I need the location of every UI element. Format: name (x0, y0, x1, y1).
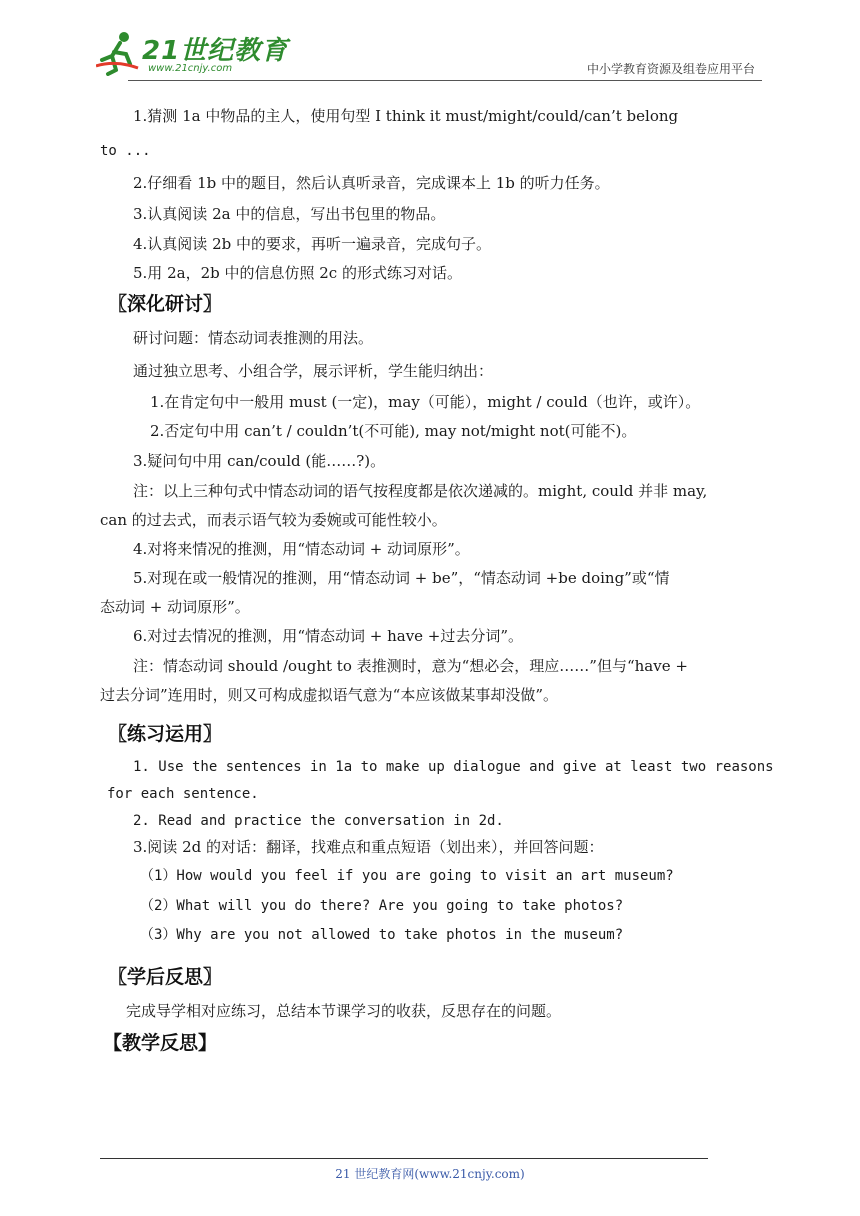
task-1-line2: to ... (100, 143, 151, 159)
deepen-note-1-line2: can 的过去式，而表示语气较为委婉或可能性较小。 (100, 511, 447, 529)
logo-text: 21世纪教育 (142, 36, 289, 66)
deepen-point-2: 2.否定句中用 can’t / couldn’t(不可能), may not/might not(可能不)。 (150, 422, 637, 440)
task-5: 5.用 2a，2b 中的信息仿照 2c 的形式练习对话。 (133, 264, 462, 282)
task-4: 4.认真阅读 2b 中的要求，再听一遍录音，完成句子。 (133, 235, 491, 253)
exercise-1-line1: 1. Use the sentences in 1a to make up dialogue and give at least two reasons (133, 759, 774, 775)
deepen-note-1-line1: 注：以上三种句式中情态动词的语气按程度都是依次递减的。might, could 并非 may, (133, 482, 708, 500)
question-1: （1）How would you feel if you are going to visit an art museum? (140, 868, 674, 884)
deepen-point-5-line2: 态动词 + 动词原形”。 (100, 598, 250, 616)
reflect-heading: 〖学后反思〗 (108, 966, 223, 988)
exercise-3: 3.阅读 2d 的对话：翻译，找难点和重点短语（划出来），并回答问题： (133, 838, 604, 856)
footer-link[interactable]: 21 世纪教育网(www.21cnjy.com) (335, 1167, 525, 1181)
deepen-point-4: 4.对将来情况的推测，用“情态动词 + 动词原形”。 (133, 540, 470, 558)
footer-divider (100, 1158, 708, 1159)
exercise-2: 2. Read and practice the conversation in 2d. (133, 813, 504, 829)
deepen-point-5-line1: 5.对现在或一般情况的推测，用“情态动词 + be”，“情态动词 +be doing”或“情 (133, 569, 670, 587)
reflect-text: 完成导学相对应练习，总结本节课学习的收获，反思存在的问题。 (126, 1002, 562, 1020)
header-divider (128, 80, 762, 81)
task-1-line1: 1.猜测 1a 中物品的主人，使用句型 I think it must/might/could/can’t belong (133, 107, 679, 125)
task-2: 2.仔细看 1b 中的题目，然后认真听录音，完成课本上 1b 的听力任务。 (133, 174, 610, 192)
deepen-point-1: 1.在肯定句中一般用 must (一定)，may（可能），might / could（也许，或许）。 (150, 393, 701, 411)
site-logo[interactable] (96, 30, 289, 80)
page-header (0, 0, 860, 90)
deepen-point-3: 3.疑问句中用 can/could (能……?)。 (133, 452, 386, 470)
exercise-1-line2: for each sentence. (107, 786, 259, 802)
task-3: 3.认真阅读 2a 中的信息，写出书包里的物品。 (133, 205, 446, 223)
deepen-note-2-line2: 过去分词”连用时，则又可构成虚拟语气意为“本应该做某事却没做”。 (100, 686, 559, 704)
deepen-point-6: 6.对过去情况的推测，用“情态动词 + have +过去分词”。 (133, 627, 524, 645)
deepen-heading: 〖深化研讨〗 (108, 293, 223, 315)
runner-icon (96, 30, 140, 76)
deepen-note-2-line1: 注：情态动词 should /ought to 表推测时，意为“想必会，理应……”但与“have + (133, 657, 688, 675)
question-2: （2）What will you do there? Are you going to take photos? (140, 898, 624, 914)
question-3: （3）Why are you not allowed to take photos in the museum? (140, 927, 624, 943)
deepen-intro: 通过独立思考、小组合学，展示评析，学生能归纳出： (133, 362, 494, 380)
practice-heading: 〖练习运用〗 (108, 723, 223, 745)
platform-label: 中小学教育资源及组卷应用平台 (586, 62, 755, 76)
logo-url: www.21cnjy.com (148, 63, 233, 74)
teaching-heading: 【教学反思】 (103, 1032, 218, 1054)
deepen-question: 研讨问题：情态动词表推测的用法。 (133, 329, 374, 347)
